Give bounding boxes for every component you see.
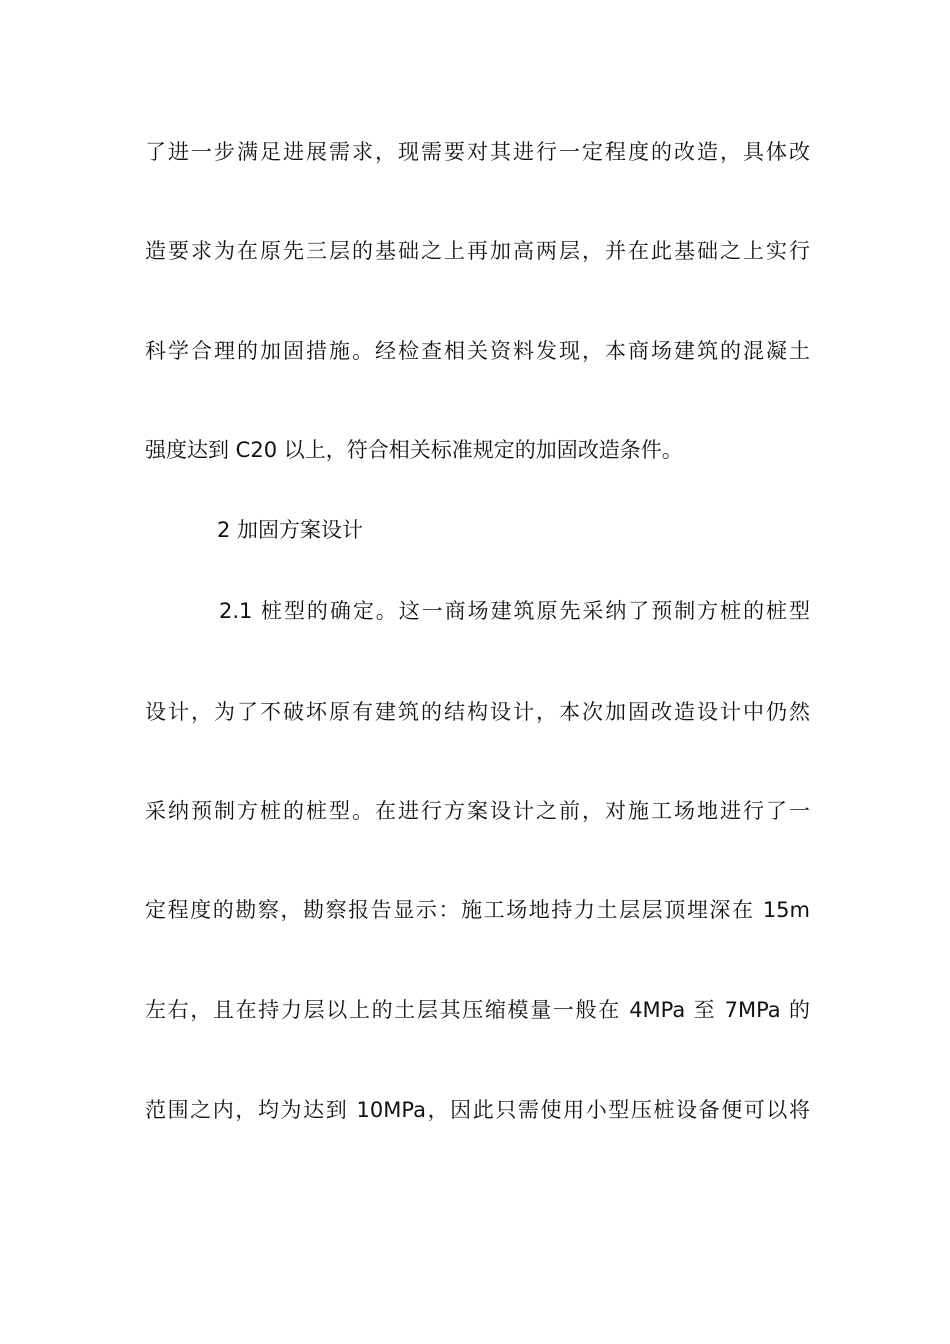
paragraph-line: 定程度的勘察，勘察报告显示：施工场地持力土层层顶埋深在 15m xyxy=(145,898,810,922)
paragraph-line: 了进一步满足进展需求，现需要对其进行一定程度的改造，具体改 xyxy=(145,140,810,164)
paragraph-line: 范围之内，均为达到 10MPa，因此只需使用小型压桩设备便可以将 xyxy=(145,1098,810,1122)
paragraph-line: 设计，为了不破坏原有建筑的结构设计，本次加固改造设计中仍然 xyxy=(145,700,810,724)
paragraph-line: 科学合理的加固措施。经检查相关资料发现，本商场建筑的混凝土 xyxy=(145,339,810,363)
paragraph-line: 强度达到 C20 以上，符合相关标准规定的加固改造条件。 xyxy=(145,438,683,462)
subsection-first-line: 2.1 桩型的确定。这一商场建筑原先采纳了预制方桩的桩型 xyxy=(219,599,810,623)
section-heading: 2 加固方案设计 xyxy=(217,518,364,542)
paragraph-line: 左右，且在持力层以上的土层其压缩模量一般在 4MPa 至 7MPa 的 xyxy=(145,998,810,1022)
paragraph-line: 采纳预制方桩的桩型。在进行方案设计之前，对施工场地进行了一 xyxy=(145,799,810,823)
paragraph-line: 造要求为在原先三层的基础之上再加高两层，并在此基础之上实行 xyxy=(145,239,810,263)
